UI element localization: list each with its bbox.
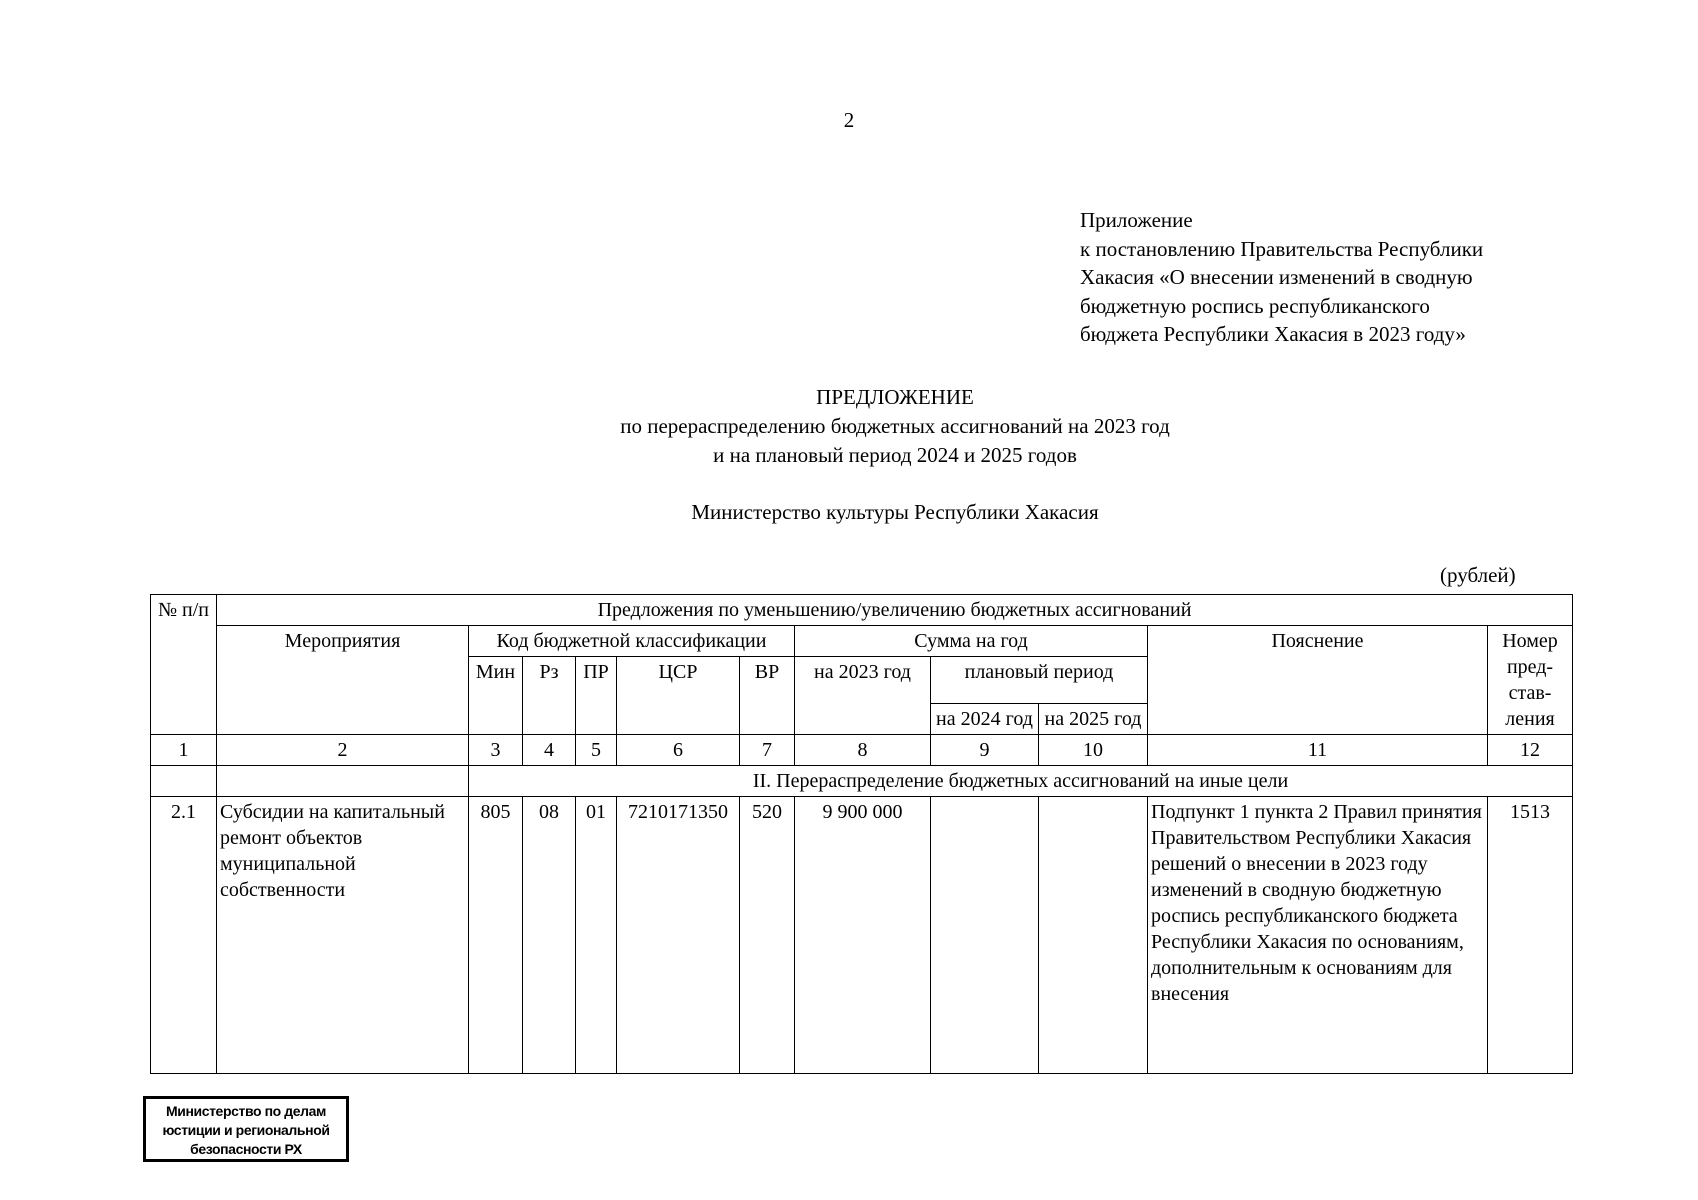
column-number: 4	[523, 735, 576, 766]
row-csr: 7210171350	[617, 797, 740, 1074]
header-amount-per-year: Сумма на год	[795, 626, 1148, 657]
title-subtitle-line-1: по перераспределению бюджетных ассигнований на 2023 год	[620, 414, 1170, 438]
header-vr: ВР	[740, 657, 795, 735]
column-number: 2	[217, 735, 469, 766]
row-vr: 520	[740, 797, 795, 1074]
header-min: Мин	[469, 657, 523, 735]
row-amount-2023: 9 900 000	[795, 797, 931, 1074]
units-label: (рублей)	[1440, 563, 1516, 587]
stamp-line: Министерство по делам	[165, 1103, 327, 1119]
header-proposals: Предложения по уменьшению/увеличению бюджетных ассигнований	[217, 595, 1573, 626]
row-amount-2025	[1039, 797, 1148, 1074]
column-number: 3	[469, 735, 523, 766]
row-rz: 08	[523, 797, 576, 1074]
column-number: 11	[1148, 735, 1488, 766]
header-num: № п/п	[151, 595, 217, 735]
header-rz: Рз	[523, 657, 576, 735]
row-activity: Субсидии на капитальный ремонт объектов муниципальной собственности	[217, 797, 469, 1074]
row-min: 805	[469, 797, 523, 1074]
row-submission-number: 1513	[1488, 797, 1573, 1074]
header-csr: ЦСР	[617, 657, 740, 735]
document-title	[0, 383, 1698, 470]
appendix-line: бюджетную роспись республиканского	[1080, 293, 1430, 318]
ministry-name: Министерство культуры Республики Хакасия	[691, 500, 1099, 524]
column-number: 9	[931, 735, 1039, 766]
header-submission-number: Номер пред-став-ления	[1488, 626, 1573, 735]
row-amount-2024	[931, 797, 1039, 1074]
header-planned-period: плановый период	[931, 657, 1148, 704]
registration-stamp	[143, 1096, 349, 1162]
column-number: 12	[1488, 735, 1573, 766]
appendix-line: Хакасия «О внесении изменений в сводную	[1080, 265, 1473, 289]
header-activities: Мероприятия	[217, 626, 469, 735]
section-activity-cell	[217, 766, 469, 797]
appendix-line: к постановлению Правительства Республики	[1080, 236, 1484, 261]
column-number: 7	[740, 735, 795, 766]
column-number: 8	[795, 735, 931, 766]
column-number: 6	[617, 735, 740, 766]
header-year-2024: на 2024 год	[931, 704, 1039, 735]
appendix-line: бюджета Республики Хакасия в 2023 году»	[1080, 322, 1466, 346]
header-explanation: Пояснение	[1148, 626, 1488, 735]
column-number: 10	[1039, 735, 1148, 766]
row-explanation: Подпункт 1 пункта 2 Правил принятия Правительством Республики Хакасия решений о внесении в 2023 году изменений в сводную бюджетную роспись республиканского бюджета Республики Хакасия по основаниям, дополнительным к основаниям для внесения	[1148, 797, 1488, 1074]
column-number: 5	[576, 735, 617, 766]
header-pr: ПР	[576, 657, 617, 735]
appendix-note	[1080, 206, 1600, 349]
header-year-2023: на 2023 год	[795, 657, 931, 735]
header-budget-code: Код бюджетной классификации	[469, 626, 795, 657]
row-pr: 01	[576, 797, 617, 1074]
stamp-line: безопасности РХ	[190, 1141, 302, 1157]
table-row	[151, 797, 1573, 1074]
title-heading: ПРЕДЛОЖЕНИЕ	[816, 385, 974, 409]
header-year-2025: на 2025 год	[1039, 704, 1148, 735]
page-number: 2	[843, 108, 855, 132]
section-title: II. Перераспределение бюджетных ассигнований на иные цели	[469, 766, 1573, 797]
section-num-cell	[151, 766, 217, 797]
budget-table	[150, 594, 1573, 1074]
column-number: 1	[151, 735, 217, 766]
row-num: 2.1	[151, 797, 217, 1074]
stamp-line: юстиции и региональной	[162, 1122, 330, 1138]
title-subtitle-line-2: и на плановый период 2024 и 2025 годов	[713, 443, 1077, 467]
appendix-line: Приложение	[1080, 208, 1193, 232]
